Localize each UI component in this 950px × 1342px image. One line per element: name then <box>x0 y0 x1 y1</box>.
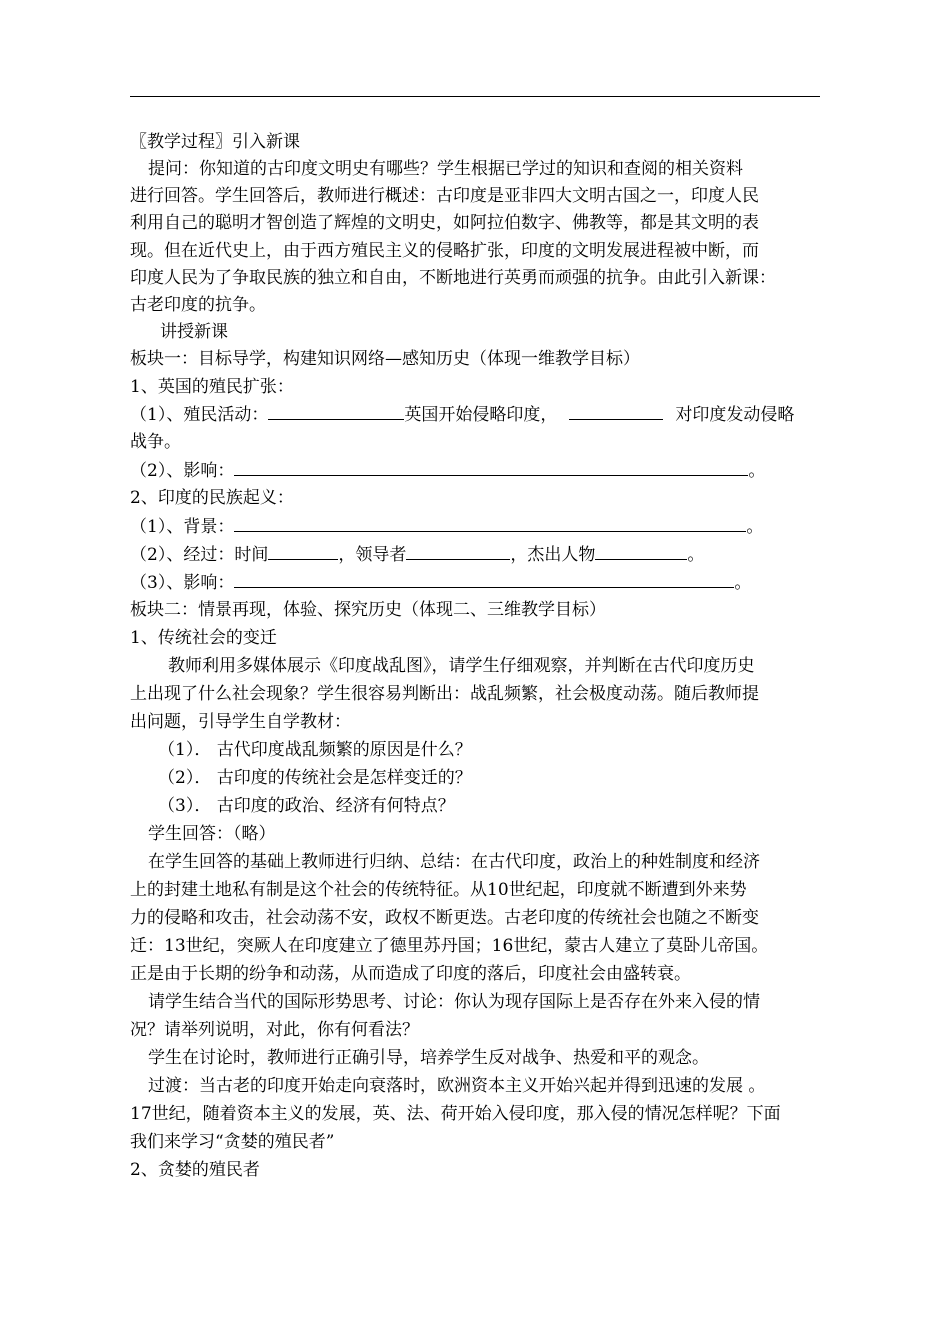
block-two-heading: 板块二：情景再现，体验、探究历史（体现二、三维教学目标） <box>130 600 606 620</box>
header-rule <box>130 96 820 97</box>
paragraph-line: 古老印度的抗争。 <box>130 295 266 315</box>
fill-label: （2）、经过：时间 <box>130 545 269 565</box>
paragraph-line: 上出现了什么社会现象？学生很容易判断出：战乱频繁，社会极度动荡。随后教师提 <box>130 684 759 704</box>
paragraph-line: 出问题，引导学生自学教材： <box>130 712 351 732</box>
section-heading-teaching-process: 〖教学过程〗引入新课 <box>130 132 300 152</box>
paragraph-line: 上的封建土地私有制是这个社会的传统特征。从10世纪起，印度就不断遭到外来势 <box>130 880 747 900</box>
paragraph-line: 学生在讨论时，教师进行正确引导，培养学生反对战争、热爱和平的观念。 <box>148 1048 709 1068</box>
paragraph-line: 现。但在近代史上，由于西方殖民主义的侵略扩张，印度的文明发展进程被中断，而 <box>130 241 759 261</box>
answer-blank[interactable] <box>234 513 746 532</box>
fill-label: 。 <box>748 461 766 481</box>
fill-in-line <box>130 457 830 483</box>
paragraph-line: 提问：你知道的古印度文明史有哪些？学生根据已学过的知识和查阅的相关资料 <box>148 159 743 179</box>
answer-blank[interactable] <box>569 401 663 420</box>
fill-label: （3）、影响： <box>130 573 235 593</box>
fill-in-line <box>130 541 830 567</box>
subheading: 2、印度的民族起义： <box>130 488 294 508</box>
fill-label: ，领导者 <box>338 545 407 565</box>
paragraph-line: 17世纪，随着资本主义的发展，英、法、荷开始入侵印度，那入侵的情况怎样呢？下面 <box>130 1104 781 1124</box>
fill-label: （1）、背景： <box>130 517 235 537</box>
fill-in-line <box>130 569 830 595</box>
answer-blank[interactable] <box>268 541 338 560</box>
paragraph-line: 战争。 <box>130 432 181 452</box>
fill-label: 。 <box>687 545 705 565</box>
fill-label: （2）、影响： <box>130 461 235 481</box>
paragraph-line: 在学生回答的基础上教师进行归纳、总结：在古代印度，政治上的种姓制度和经济 <box>148 852 760 872</box>
subheading: 1、英国的殖民扩张： <box>130 377 294 397</box>
fill-label: 。 <box>734 573 752 593</box>
question-item: （1）． 古代印度战乱频繁的原因是什么？ <box>158 740 472 760</box>
fill-label: 英国开始侵略印度， <box>404 405 558 425</box>
subheading: 2、贪婪的殖民者 <box>130 1160 260 1180</box>
paragraph-line: 利用自己的聪明才智创造了辉煌的文明史，如阿拉伯数字、佛教等，都是其文明的表 <box>130 213 759 233</box>
paragraph-line: 正是由于长期的纷争和动荡，从而造成了印度的落后，印度社会由盛转衰。 <box>130 964 691 984</box>
fill-label: （1）、殖民活动： <box>130 405 269 425</box>
paragraph-line: 况？请举列说明，对此，你有何看法？ <box>130 1020 419 1040</box>
fill-in-line <box>130 513 830 539</box>
paragraph-line: 迁：13世纪，突厥人在印度建立了德里苏丹国；16世纪，蒙古人建立了莫卧儿帝国。 <box>130 936 769 956</box>
answer-blank[interactable] <box>234 569 734 588</box>
paragraph-line: 请学生结合当代的国际形势思考、讨论：你认为现存国际上是否存在外来入侵的情 <box>148 992 760 1012</box>
answer-blank[interactable] <box>268 401 404 420</box>
answer-blank[interactable] <box>595 541 687 560</box>
paragraph-line: 力的侵略和攻击，社会动荡不安，政权不断更迭。古老印度的传统社会也随之不断变 <box>130 908 759 928</box>
subheading: 1、传统社会的变迁 <box>130 628 277 648</box>
paragraph-line: 教师利用多媒体展示《印度战乱图》，请学生仔细观察，并判断在古代印度历史 <box>168 656 755 676</box>
section-heading-new-lesson: 讲授新课 <box>160 322 228 342</box>
fill-label: 对印度发动侵略 <box>675 405 795 425</box>
fill-label: ，杰出人物 <box>510 545 596 565</box>
question-item: （3）． 古印度的政治、经济有何特点？ <box>158 796 455 816</box>
question-item: （2）． 古印度的传统社会是怎样变迁的？ <box>158 768 472 788</box>
paragraph-line: 我们来学习“贪婪的殖民者” <box>130 1132 335 1152</box>
block-one-heading: 板块一：目标导学，构建知识网络—感知历史（体现一维教学目标） <box>130 349 640 369</box>
paragraph-line: 印度人民为了争取民族的独立和自由，不断地进行英勇而顽强的抗争。由此引入新课： <box>130 268 776 288</box>
answer-blank[interactable] <box>234 457 748 476</box>
paragraph-line: 过渡：当古老的印度开始走向衰落时，欧洲资本主义开始兴起并得到迅速的发展 。 <box>148 1076 766 1096</box>
fill-in-line <box>130 401 830 427</box>
paragraph-line: 进行回答。学生回答后，教师进行概述：古印度是亚非四大文明古国之一，印度人民 <box>130 186 759 206</box>
fill-label: 。 <box>746 517 764 537</box>
paragraph-line: 学生回答：（略） <box>148 824 276 844</box>
answer-blank[interactable] <box>406 541 510 560</box>
